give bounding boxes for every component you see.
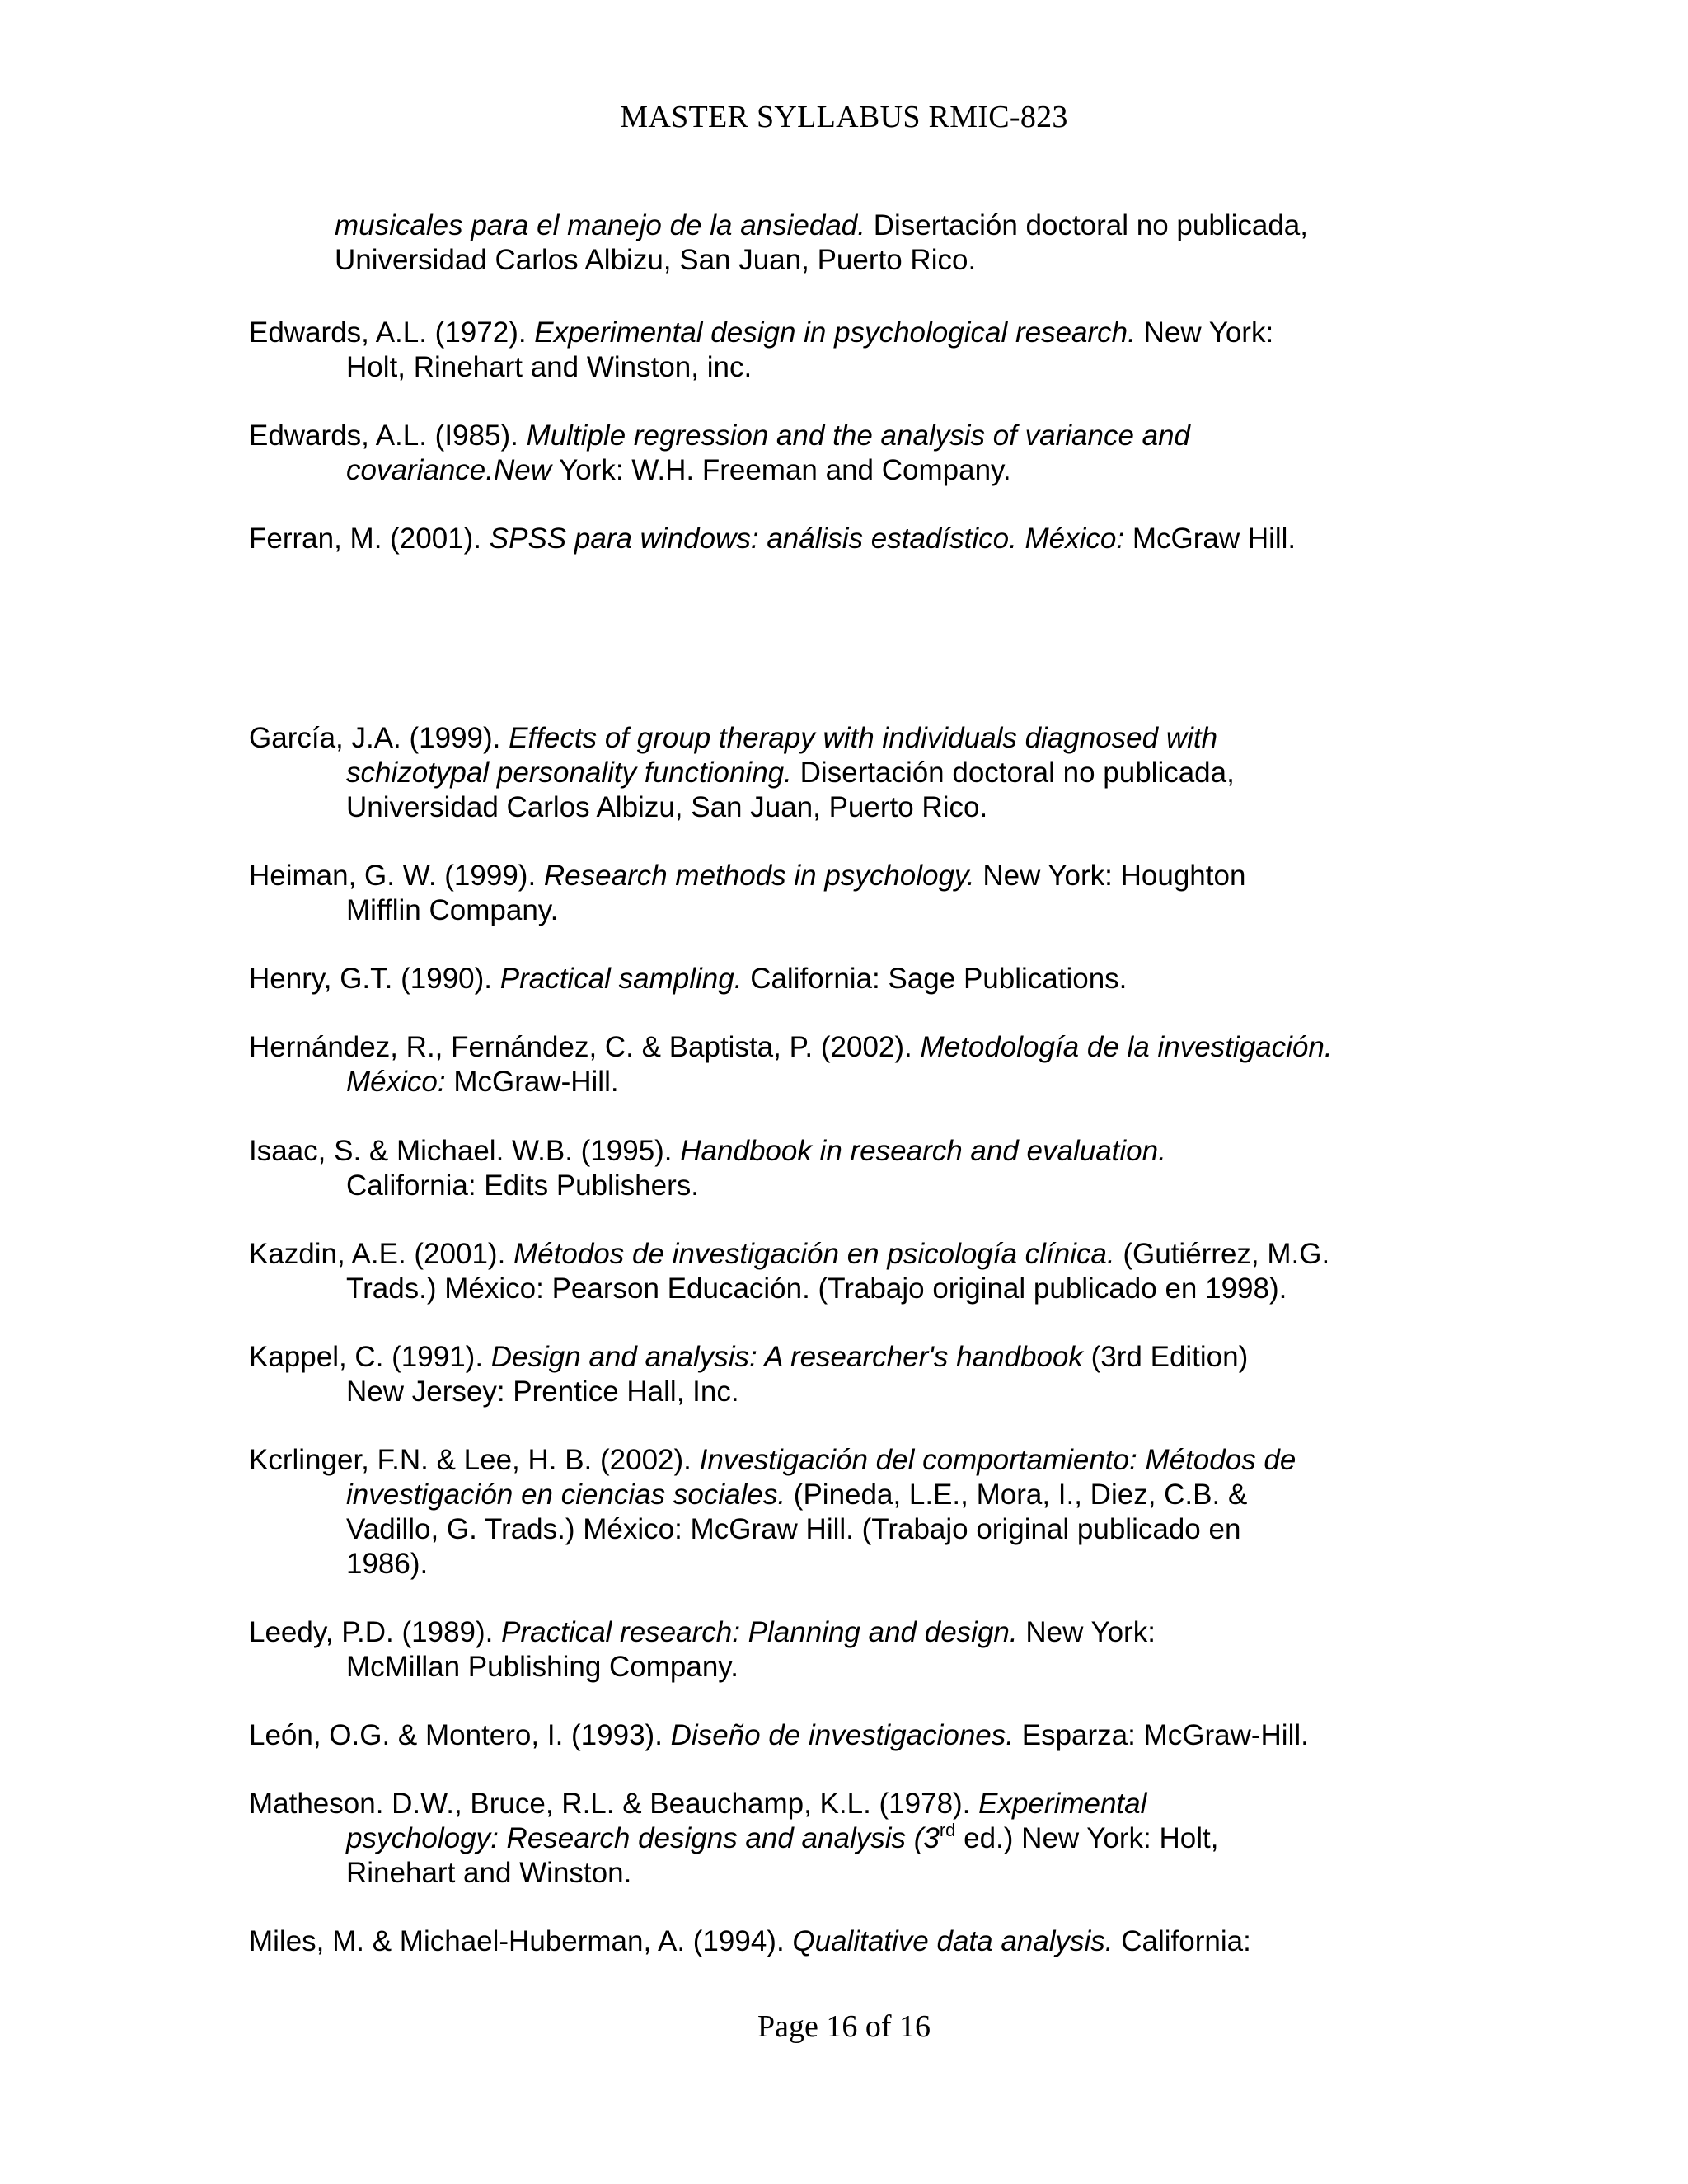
reference-line: Mifflin Company. [346, 894, 559, 926]
reference-text: New York: Houghton [974, 860, 1246, 892]
reference-title: SPSS para windows: análisis estadístico. México: [489, 523, 1125, 555]
reference-author: Edwards, A.L. (I985). [249, 419, 527, 452]
reference-line [249, 1065, 1419, 1099]
reference-entry-continued [249, 209, 1419, 278]
reference-text: Disertación doctoral no publicada, [865, 209, 1308, 241]
reference-title: Multiple regression and the analysis of variance and [526, 419, 1191, 452]
reference-title: México: [346, 1066, 446, 1098]
reference-title: Experimental design in psychological research. [534, 316, 1136, 349]
reference-line: California: Edits Publishers. [346, 1169, 699, 1202]
reference-title: schizotypal personality functioning. [346, 757, 792, 789]
reference-entry [249, 1134, 1419, 1203]
reference-line [249, 1443, 1419, 1478]
reference-entry [249, 1718, 1419, 1753]
reference-entry [249, 721, 1419, 825]
reference-entry [249, 1615, 1419, 1685]
reference-title: Design and analysis: A researcher's handbook [490, 1341, 1083, 1373]
reference-text: Esparza: McGraw-Hill. [1014, 1719, 1309, 1751]
reference-line [249, 522, 1419, 556]
reference-line [249, 316, 1419, 350]
reference-text: McGraw Hill. [1124, 523, 1296, 555]
reference-line [249, 1237, 1419, 1272]
reference-entry [249, 522, 1419, 556]
reference-line [249, 859, 1419, 893]
reference-line [249, 1478, 1419, 1512]
reference-author: Matheson. D.W., Bruce, R.L. & Beauchamp, K.L. (1978). [249, 1788, 979, 1820]
reference-title: Practical research: Planning and design. [501, 1616, 1018, 1648]
reference-title: psychology: Research designs and analysis (3 [346, 1822, 940, 1854]
reference-title: Investigación del comportamiento: Métodos de [699, 1444, 1296, 1476]
reference-line [249, 419, 1419, 453]
reference-title: investigación en ciencias sociales. [346, 1479, 786, 1511]
reference-line: New Jersey: Prentice Hall, Inc. [346, 1376, 739, 1408]
reference-entry [249, 1030, 1419, 1099]
reference-entry [249, 316, 1419, 385]
reference-entry [249, 859, 1419, 928]
reference-text: (3rd Edition) [1082, 1341, 1249, 1373]
reference-line: Trads.) México: Pearson Educación. (Trabajo original publicado en 1998). [346, 1272, 1287, 1305]
reference-author: Leedy, P.D. (1989). [249, 1616, 502, 1648]
reference-text: (Gutiérrez, M.G. [1114, 1238, 1330, 1270]
reference-line [249, 1615, 1419, 1650]
reference-author: Edwards, A.L. (1972). [249, 316, 535, 349]
page-header: MASTER SYLLABUS RMIC-823 [620, 100, 1068, 134]
reference-line: Vadillo, G. Trads.) México: McGraw Hill. (Trabajo original publicado en [346, 1513, 1241, 1545]
reference-line: Universidad Carlos Albizu, San Juan, Puerto Rico. [346, 791, 988, 823]
reference-line [249, 1134, 1419, 1169]
reference-author: Kcrlinger, F.N. & Lee, H. B. (2002). [249, 1444, 700, 1476]
reference-text: California: [1113, 1925, 1251, 1957]
reference-line [249, 1821, 1419, 1856]
reference-author: Heiman, G. W. (1999). [249, 860, 544, 892]
reference-line [249, 1718, 1419, 1753]
reference-title: Effects of group therapy with individuals diagnosed with [509, 722, 1218, 754]
reference-author: Isaac, S. & Michael. W.B. (1995). [249, 1135, 681, 1167]
reference-line [249, 1924, 1419, 1959]
reference-title: musicales para el manejo de la ansiedad. [335, 209, 865, 241]
reference-title: Qualitative data analysis. [792, 1925, 1114, 1957]
reference-author: Ferran, M. (2001). [249, 523, 490, 555]
reference-text: McGraw-Hill. [445, 1066, 619, 1098]
reference-text: California: Sage Publications. [742, 963, 1128, 995]
reference-author: Miles, M. & Michael-Huberman, A. (1994). [249, 1925, 793, 1957]
reference-author: Kazdin, A.E. (2001). [249, 1238, 514, 1270]
reference-line: Universidad Carlos Albizu, San Juan, Puerto Rico. [335, 244, 977, 276]
reference-line [249, 453, 1419, 488]
reference-entry [249, 962, 1419, 996]
page-footer: Page 16 of 16 [757, 2009, 931, 2044]
reference-entry [249, 1443, 1419, 1582]
reference-title: Métodos de investigación en psicología clínica. [513, 1238, 1115, 1270]
reference-text: (Pineda, L.E., Mora, I., Diez, C.B. & [785, 1479, 1248, 1511]
reference-author: Henry, G.T. (1990). [249, 963, 500, 995]
reference-title: Handbook in research and evaluation. [680, 1135, 1166, 1167]
reference-entry [249, 419, 1419, 488]
reference-title: Experimental [978, 1788, 1147, 1820]
reference-text: New York: [1135, 316, 1274, 349]
reference-line: Rinehart and Winston. [346, 1857, 632, 1889]
reference-text: York: W.H. Freeman and Company. [551, 454, 1011, 486]
reference-line [249, 962, 1419, 996]
reference-entry [249, 1787, 1419, 1891]
reference-text: ed.) New York: Holt, [955, 1822, 1219, 1854]
reference-author: García, J.A. (1999). [249, 722, 509, 754]
reference-title: covariance.New [346, 454, 551, 486]
reference-title: Practical sampling. [499, 963, 743, 995]
reference-text: New York: [1017, 1616, 1156, 1648]
reference-entry [249, 1340, 1419, 1409]
reference-line [249, 1030, 1419, 1065]
reference-author: Hernández, R., Fernández, C. & Baptista, P. (2002). [249, 1031, 921, 1063]
reference-line: Holt, Rinehart and Winston, inc. [346, 351, 753, 383]
reference-title: Research methods in psychology. [543, 860, 975, 892]
reference-line [249, 1340, 1419, 1375]
reference-author: León, O.G. & Montero, I. (1993). [249, 1719, 671, 1751]
reference-line [249, 209, 1419, 243]
reference-author: Kappel, C. (1991). [249, 1341, 491, 1373]
reference-title: Diseño de investigaciones. [670, 1719, 1015, 1751]
reference-line [249, 756, 1419, 790]
reference-line: McMillan Publishing Company. [346, 1651, 738, 1683]
reference-line: 1986). [346, 1548, 429, 1580]
reference-entry [249, 1924, 1419, 1959]
reference-text: Disertación doctoral no publicada, [791, 757, 1235, 789]
reference-line [249, 721, 1419, 756]
superscript: rd [939, 1820, 956, 1840]
reference-entry [249, 1237, 1419, 1306]
reference-line [249, 1787, 1419, 1821]
reference-title: Metodología de la investigación. [920, 1031, 1333, 1063]
